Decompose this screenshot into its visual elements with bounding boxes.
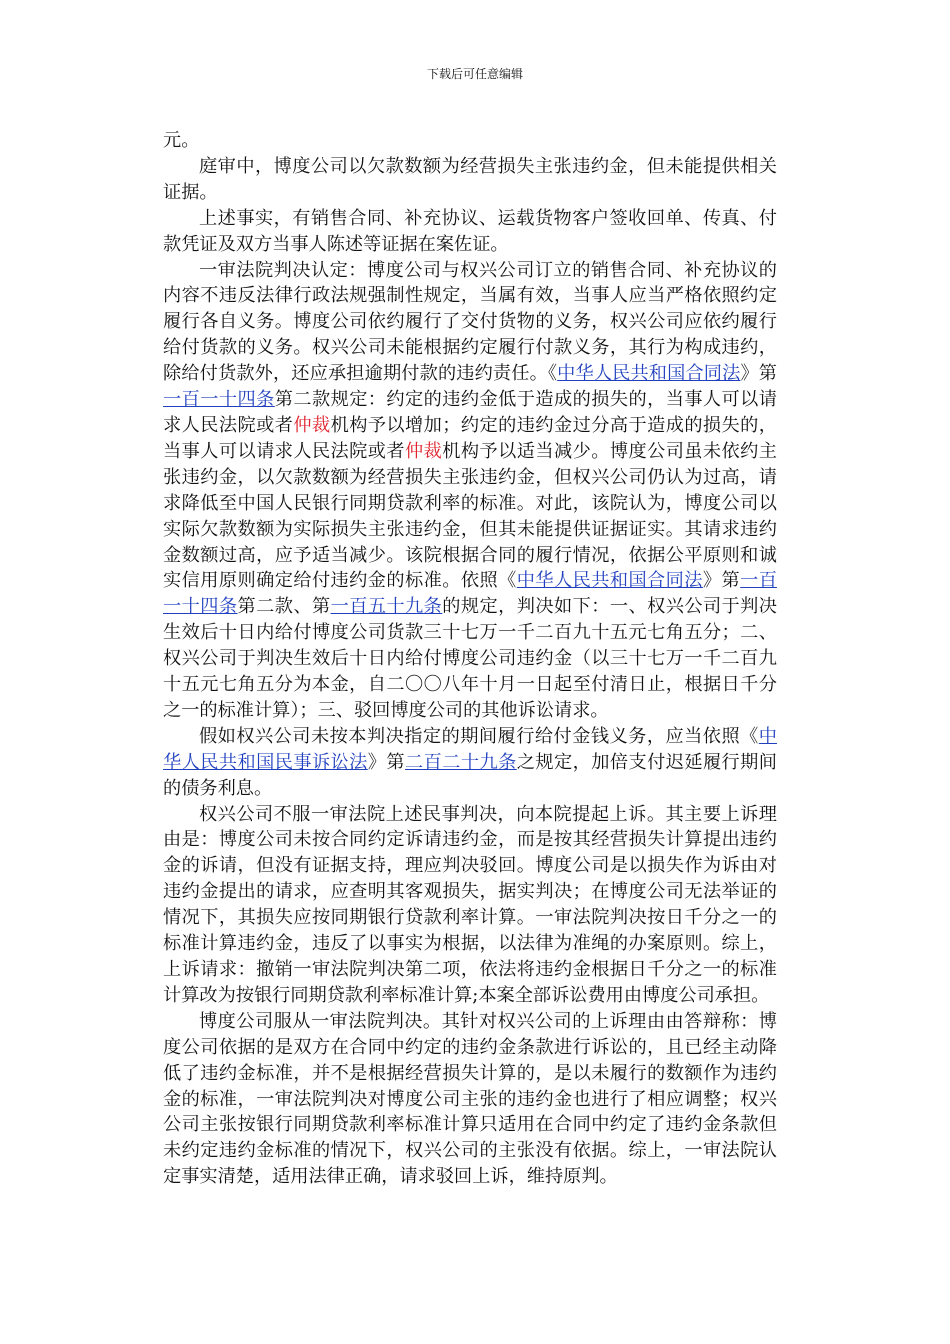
paragraph-5: 权兴公司不服一审法院上述民事判决，向本院提起上诉。其主要上诉理由是：博度公司未按合同约定诉请违约金，而是按其经营损失计算提出违约金的诉请，但没有证据支持，理应判决驳回。博度公司是以损失作为诉由对违约金提出的请求，应查明其客观损失，据实判决；在博度公司无法举证的情况下，其损失应按同期银行贷款利率计算。一审法院判决按日千分之一的标准计算违约金，违反了以事实为根据，以法律为准绳的办案原则。综上，上诉请求：撤销一审法院判决第二项，依法将违约金根据日千分之一的标准计算改为按银行同期贷款利率标准计算;本案全部诉讼费用由博度公司承担。 bbox=[163, 803, 777, 1006]
paragraph-6: 博度公司服从一审法院判决。其针对权兴公司的上诉理由由答辩称：博度公司依据的是双方在合同中约定的违约金条款进行诉讼的，且已经主动降低了违约金标准，并不是根据经营损失计算的，是以未履行的数额作为违约金的标准，一审法院判决对博度公司主张的违约金也进行了相应调整；权兴公司主张按银行同期贷款利率标准计算只适用在合同中约定了违约金条款但未约定违约金标准的情况下，权兴公司的主张没有依据。综上，一审法院认定事实清楚，适用法律正确，请求驳回上诉，维持原判。 bbox=[163, 1010, 777, 1188]
paragraph-2: 上述事实，有销售合同、补充协议、运载货物客户签收回单、传真、付款凭证及双方当事人陈述等证据在案佐证。 bbox=[163, 207, 777, 255]
paragraph-1: 庭审中，博度公司以欠款数额为经营损失主张违约金，但未能提供相关证据。 bbox=[163, 155, 777, 203]
highlight-term: 仲裁 bbox=[293, 414, 331, 436]
paragraph-3: 一审法院判决认定：博度公司与权兴公司订立的销售合同、补充协议的内容不违反法律行政法规强制性规定，当属有效，当事人应当严格依照约定履行各自义务。博度公司依约履行了交付货物的义务，权兴公司应依约履行给付货款的义务。权兴公司未能根据约定履行付款义务，其行为构成违约，除给付货款外，还应承担逾期付款的违约责任。《中华人民共和国合同法》第一百一十四条第二款规定：约定的违约金低于造成的损失的，当事人可以请求人民法院或者仲裁机构予以增加；约定的违约金过分高于造成的损失的，当事人可以请求人民法院或者仲裁机构予以适当减少。博度公司虽未依约主张违约金，以欠款数额为经营损失主张违约金，但权兴公司仍认为过高，请求降低至中国人民银行同期贷款利率的标准。对此，该院认为，博度公司以实际欠款数额为实际损失主张违约金，但其未能提供证据证实。其请求违约金数额过高，应予适当减少。该院根据合同的履行情况，依据公平原则和诚实信用原则确定给付违约金的标准。依照《中华人民共和国合同法》第一百一十四条第二款、第一百五十九条的规定，判决如下：一、权兴公司于判决生效后十日内给付博度公司货款三十七万一千二百九十五元七角五分；二、权兴公司于判决生效后十日内给付博度公司违约金（以三十七万一千二百九十五元七角五分为本金，自二〇〇八年十月一日起至付清日止，根据日千分之一的标准计算）；三、驳回博度公司的其他诉讼请求。 bbox=[163, 259, 777, 721]
link-contract-law[interactable]: 中华人民共和国合同法 bbox=[557, 363, 741, 385]
link-article-114[interactable]: 一百一十四条 bbox=[163, 570, 777, 618]
paragraph-4: 假如权兴公司未按本判决指定的期间履行给付金钱义务，应当依照《中华人民共和国民事诉讼法》第二百二十九条之规定，加倍支付迟延履行期间的债务利息。 bbox=[163, 725, 777, 799]
link-contract-law[interactable]: 中华人民共和国合同法 bbox=[516, 570, 703, 592]
link-article-159[interactable]: 一百五十九条 bbox=[330, 596, 443, 618]
paragraph-0: 元。 bbox=[163, 130, 200, 151]
highlight-term: 仲裁 bbox=[405, 440, 443, 462]
page-header: 下载后可任意编辑 bbox=[426, 67, 523, 81]
link-article-229[interactable]: 二百二十九条 bbox=[405, 751, 517, 773]
link-civil-procedure-law[interactable]: 中华人民共和国民事诉讼法 bbox=[163, 725, 777, 773]
document-body bbox=[163, 128, 777, 1190]
link-article-114[interactable]: 一百一十四条 bbox=[163, 389, 275, 411]
